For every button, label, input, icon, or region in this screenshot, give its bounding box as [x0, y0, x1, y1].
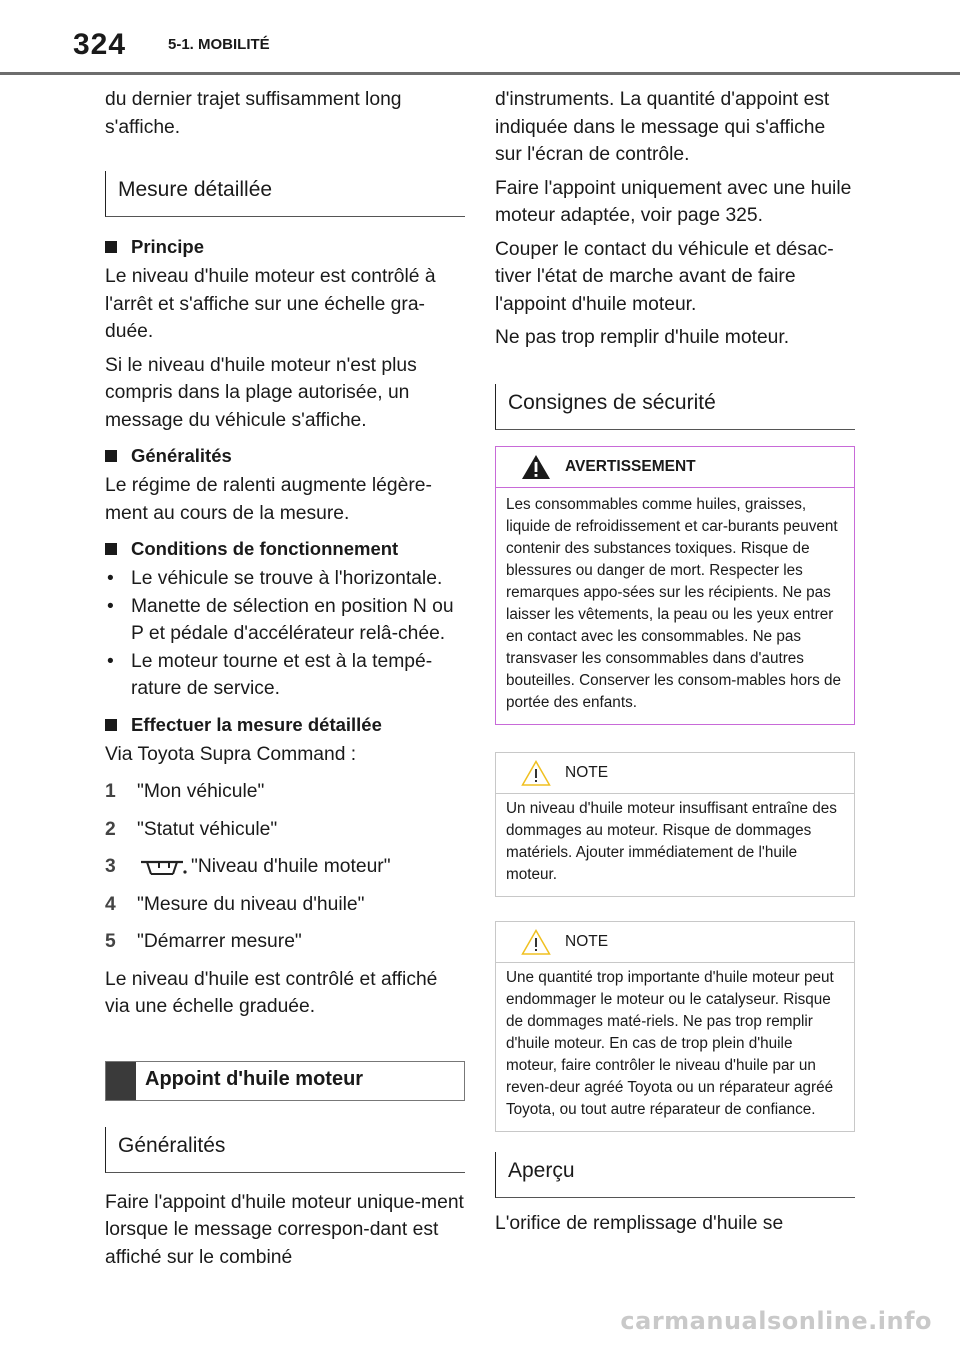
warning-triangle-icon: [521, 454, 551, 480]
step-item: 5 "Démarrer mesure": [105, 931, 302, 952]
watermark: carmanualsonline.info: [620, 1307, 932, 1335]
list-item: • Le véhicule se trouve à l'horizontale.: [107, 568, 443, 589]
heading-apercu: Aperçu: [495, 1152, 855, 1198]
header-rule: [0, 72, 960, 75]
subheading-principe: Principe: [105, 235, 465, 259]
note-header: [496, 753, 854, 794]
heading-consignes: Consignes de sécurité: [495, 384, 855, 430]
warning-header: [496, 447, 854, 488]
step-item: 1 "Mon véhicule": [105, 781, 265, 802]
step-item: 4 "Mesure du niveau d'huile": [105, 893, 365, 915]
subheading-generalites: Généralités: [105, 444, 465, 468]
square-bullet-icon: [105, 719, 117, 731]
left-column: [105, 86, 465, 1277]
note-triangle-icon: [521, 760, 551, 786]
note-title: NOTE: [565, 932, 609, 950]
via-text: Via Toyota Supra Command :: [105, 743, 357, 765]
note-box-2: [495, 921, 855, 1132]
right-text-2: Faire l'appoint uniquement avec une huile moteur adaptée, voir page 325.: [495, 177, 852, 226]
note-title: NOTE: [565, 763, 609, 781]
right-text-4: Ne pas trop remplir d'huile moteur.: [495, 327, 790, 348]
square-bullet-icon: [105, 450, 117, 462]
heading-generalites: Généralités: [105, 1127, 465, 1173]
square-bullet-icon: [105, 543, 117, 555]
page-header: [0, 0, 960, 78]
generalites-text: Le régime de ralenti augmente légère-ment au cours de la mesure.: [105, 475, 432, 524]
apercu-text: L'orifice de remplissage d'huile se: [495, 1212, 784, 1234]
oil-level-gauge-icon: [137, 856, 189, 878]
list-item: • Le moteur tourne et est à la tempé-rature de service.: [107, 650, 433, 699]
intro-text: du dernier trajet suffisamment long s'affiche.: [105, 89, 402, 138]
principe-text-2: Si le niveau d'huile moteur n'est plus compris dans la plage autorisée, un message du véhicule s'affiche.: [105, 354, 417, 431]
subheading-conditions: Conditions de fonctionnement: [105, 537, 465, 561]
note-header: [496, 922, 854, 963]
note-text: Une quantité trop importante d'huile moteur peut endommager le moteur ou le catalyseur. Risque de dommages maté-riels. Ne pas trop remplir d'huile moteur. En cas de trop plein d'huile moteur, faire contrôler le niveau d'huile par un reven-deur agréé Toyota ou un réparateur agréé Toyota, ou tout autre réparateur de confiance.: [506, 968, 834, 1118]
note-triangle-icon: [521, 929, 551, 955]
section-label: 5-1. MOBILITÉ: [168, 36, 270, 53]
right-text-3: Couper le contact du véhicule et désac-tiver l'état de marche avant de faire l'appoint d'huile moteur.: [495, 238, 834, 315]
warning-text: Les consommables comme huiles, graisses, liquide de refroidissement et car-burants peuvent contenir des substances toxiques. Risque de blessures ou danger de mort. Respecter les remarques appo-sées sur les récipients. Ne pas laisser les vêtements, la peau ou les yeux entrer en contact avec les consommables. Ne pas transvaser les consommables dans d'autres bouteilles. Conserver les consom-mables hors de portée des enfants.: [506, 495, 841, 711]
right-text-1: d'instruments. La quantité d'appoint est indiquée dans le message qui s'affiche sur l'écran de contrôle.: [495, 89, 830, 165]
heading-mesure-detaillee: Mesure détaillée: [105, 171, 465, 217]
warning-title: AVERTISSEMENT: [565, 457, 696, 475]
principe-text-1: Le niveau d'huile moteur est contrôlé à l'arrêt et s'affiche sur une échelle gra-duée.: [105, 266, 436, 342]
subheading-effectuer: Effectuer la mesure détaillée: [105, 713, 465, 737]
warning-box: [495, 446, 855, 725]
page-number: 324: [73, 28, 127, 61]
step-item: 2 "Statut véhicule": [105, 818, 278, 840]
square-bullet-icon: [105, 241, 117, 253]
right-column: [495, 86, 855, 1243]
note-box-1: [495, 752, 855, 897]
list-item: • Manette de sélection en position N ou P et pédale d'accélérateur relâ-chée.: [107, 595, 454, 644]
result-text: Le niveau d'huile est contrôlé et affiché via une échelle graduée.: [105, 968, 438, 1017]
heading-appoint: Appoint d'huile moteur: [105, 1061, 465, 1101]
appoint-text: Faire l'appoint d'huile moteur unique-ment lorsque le message correspon-dant est affiché sur le combiné: [105, 1191, 464, 1268]
heading-bar: [106, 1062, 136, 1100]
step-item: 3 "Niveau d'huile moteur": [105, 856, 391, 877]
note-text: Un niveau d'huile moteur insuffisant entraîne des dommages au moteur. Risque de dommages matériels. Ajouter immédiatement de l'huile moteur.: [506, 799, 837, 883]
